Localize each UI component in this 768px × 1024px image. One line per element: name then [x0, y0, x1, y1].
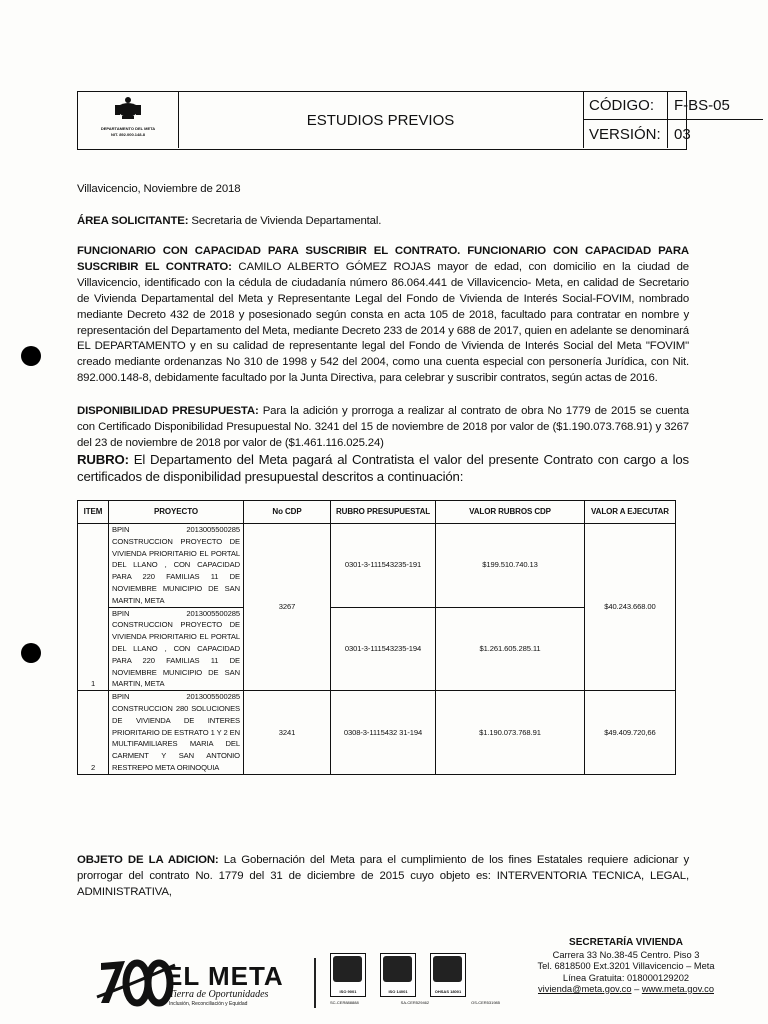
objeto-label: OBJETO DE LA ADICION: — [77, 854, 219, 866]
cert-codes — [330, 1000, 500, 1005]
iso-9001-label: ISO 9001 — [339, 989, 357, 994]
item-cell: 2 — [78, 691, 109, 775]
header-proyecto: PROYECTO — [109, 501, 244, 524]
funcionario-label: FUNCIONARIO CON CAPACIDAD PARA SUSCRIBIR EL CONTRATO. FUNCIONARIO CON CAPACIDAD PARA SUSCRIBIR EL CONTRATO: — [77, 245, 689, 273]
funcionario-text: CAMILO ALBERTO GÓMEZ ROJAS mayor de edad, con domicilio en la ciudad de Villavicencio, identificado con la cédula de ciudadanía número 86.064.441 de Villavicencio- Meta, en calidad de Secretario de Vivienda Departamental del Meta y Representante Legal del Fondo de Vivienda de Interés Social-FOVIM, nombrado mediante Decreto 432 de 2018 y posesionado según consta en acta 105 de 2018, facultado para contratar en nombre y representación del Departamento del Meta, mediante Decreto 233 de 2014 y 688 de 2017, quien en adelante se denominará EL DEPARTAMENTO y en su calidad de representante legal del Fondo de Vivienda de Interés Social del Meta "FOVIM" creado mediante ordenanzas No 310 de 1998 y 542 del 2004, como una cuenta especial con personería Jurídica, con Nit. 892.000.148-8, debidamente facultado por la Junta Directiva, para celebrar y suscribir contratos, según actas de 2016. — [77, 260, 689, 385]
ohsas-18001-label: OHSAS 18001 — [434, 989, 462, 994]
seal-department-text: DEPARTAMENTO DEL META — [100, 126, 156, 131]
area-value: Secretaria de Vivienda Departamental. — [188, 215, 382, 227]
valor-rubro-cell: $199.510.740.13 — [436, 524, 585, 608]
punch-hole-bottom — [21, 643, 41, 663]
rubro-label: RUBRO: — [77, 452, 129, 467]
proyecto-cell: BPIN 2013005500285 CONSTRUCCION PROYECTO DE VIVIENDA PRIORITARIO EL PORTAL DEL LLANO , CON CAPACIDAD PARA 220 FAMILIAS 11 DE NOVIEMBRE MUNICIPIO DE SAN MARTIN, META — [109, 524, 244, 608]
footer-web-link[interactable]: www.meta.gov.co — [641, 983, 714, 994]
disponibilidad-label: DISPONIBILIDAD PRESUPUESTA: — [77, 405, 259, 417]
header-valor-rubro: VALOR RUBROS CDP — [436, 501, 585, 524]
rubro-cell: 0301-3-111543235-191 — [331, 524, 436, 608]
header-valor-ejecutar: VALOR A EJECUTAR — [585, 501, 676, 524]
area-label: ÁREA SOLICITANTE: — [77, 215, 189, 227]
ohsas-18001-badge — [430, 953, 466, 997]
valor-ejecutar-cell: $49.409.720,66 — [585, 691, 676, 775]
proyecto-cell: BPIN 2013005500285 CONSTRUCCION 280 SOLUCIONES DE VIVIENDA DE INTERES PRIORITARIO DE ESTRATO 1 Y 2 EN MULTIFAMILIARES MARIA DEL CARMENT Y SAN ANTONIO RESTREPO META ORINOQUIA — [109, 691, 244, 775]
logo-sub: Inclusión, Reconciliación y Equidad — [169, 1001, 248, 1007]
department-seal — [78, 92, 179, 148]
coat-of-arms-icon — [114, 96, 142, 122]
date-line: Villavicencio, Noviembre de 2018 — [77, 183, 241, 195]
disponibilidad-text: Para la adición y prorroga a realizar al contrato de obra No 1779 de 2015 se cuenta con Certificado Disponibilidad Presupuestal No. 3241 del 15 de noviembre de 2018 por valor de ($1.190.073.768.91) y 3267 del 23 de noviembre de 2018 por valor de ($1.461.116.025.24) — [77, 405, 689, 449]
meta-logo — [95, 953, 300, 1011]
header-cdp: No CDP — [244, 501, 331, 524]
rubro-text: El Departamento del Meta pagará al Contratista el valor del presente Contrato con cargo a los certificados de disponibilidad presupuestal descritos a continuación: — [77, 452, 689, 484]
footer-secretaria: SECRETARÍA VIVIENDA — [569, 937, 683, 948]
footer-dash: – — [631, 983, 642, 994]
rubro-paragraph — [77, 451, 689, 485]
valor-rubro-cell: $1.261.605.285.11 — [436, 607, 585, 691]
footer-contact — [526, 937, 726, 995]
rubro-cell: 0308-3-1115432 31-194 — [331, 691, 436, 775]
seal-nit-text: NIT. 892.000.148-8 — [110, 132, 146, 137]
header-rubro: RUBRO PRESUPUESTAL — [331, 501, 436, 524]
item-cell: 1 — [78, 524, 109, 691]
footer-linea: Línea Gratuita: 018000129202 — [562, 972, 690, 983]
footer-address: Carrera 33 No.38-45 Centro. Piso 3 — [552, 950, 700, 961]
iso-14001-label: ISO 14001 — [388, 989, 408, 994]
iso-9001-badge — [330, 953, 366, 997]
logo-text: EL META — [165, 961, 284, 991]
punch-hole-top — [21, 346, 41, 366]
budget-table — [77, 500, 676, 775]
version-value: 03 — [674, 125, 691, 143]
version-label: VERSIÓN: — [583, 120, 668, 148]
rubro-cell: 0301-3-111543235-194 — [331, 607, 436, 691]
cert-code: OS-CER531985 — [471, 1000, 500, 1005]
footer-web-line — [526, 984, 726, 995]
disponibilidad-paragraph — [77, 404, 689, 452]
code-label: CÓDIGO: — [583, 92, 668, 120]
table-row — [78, 524, 676, 608]
footer-divider — [314, 958, 316, 1008]
valor-rubro-cell: $1.190.073.768.91 — [436, 691, 585, 775]
iso-14001-badge — [380, 953, 416, 997]
cert-code: SA-CER529462 — [400, 1000, 430, 1005]
footer-tel: Tel. 6818500 Ext.3201 Villavicencio – Meta — [537, 961, 715, 972]
header-item: ITEM — [78, 501, 109, 524]
proyecto-cell: BPIN 2013005500285 CONSTRUCCION PROYECTO DE VIVIENDA PRIORITARIO EL PORTAL DEL LLANO , CON CAPACIDAD PARA 220 FAMILIAS 11 DE NOVIEMBRE MUNICIPIO DE SAN MARTIN, META — [109, 607, 244, 691]
document-header — [77, 91, 730, 150]
table-header-row — [78, 501, 676, 524]
logo-slogan: Tierra de Oportunidades — [169, 989, 269, 1000]
code-value: F-BS-05 — [668, 92, 763, 120]
cdp-cell: 3241 — [244, 691, 331, 775]
cert-code: SC-CER888888 — [330, 1000, 359, 1005]
table-row — [78, 691, 676, 775]
objeto-text: La Gobernación del Meta para el cumplimiento de los fines Estatales requiere adicionar y prorrogar del contrato No. 1779 del 31 de diciembre de 2015 cuyo objeto es: INTERVENTORIA TECNICA, LEGAL, ADMINISTRATIVA, — [77, 854, 689, 898]
cdp-cell: 3267 — [244, 524, 331, 691]
area-solicitante — [77, 214, 689, 230]
objeto-paragraph — [77, 853, 689, 901]
valor-ejecutar-cell: $40.243.668.00 — [585, 524, 676, 691]
document-title: ESTUDIOS PREVIOS — [178, 92, 584, 148]
footer-email-link[interactable]: vivienda@meta.gov.co — [537, 983, 632, 994]
funcionario-paragraph — [77, 244, 689, 387]
